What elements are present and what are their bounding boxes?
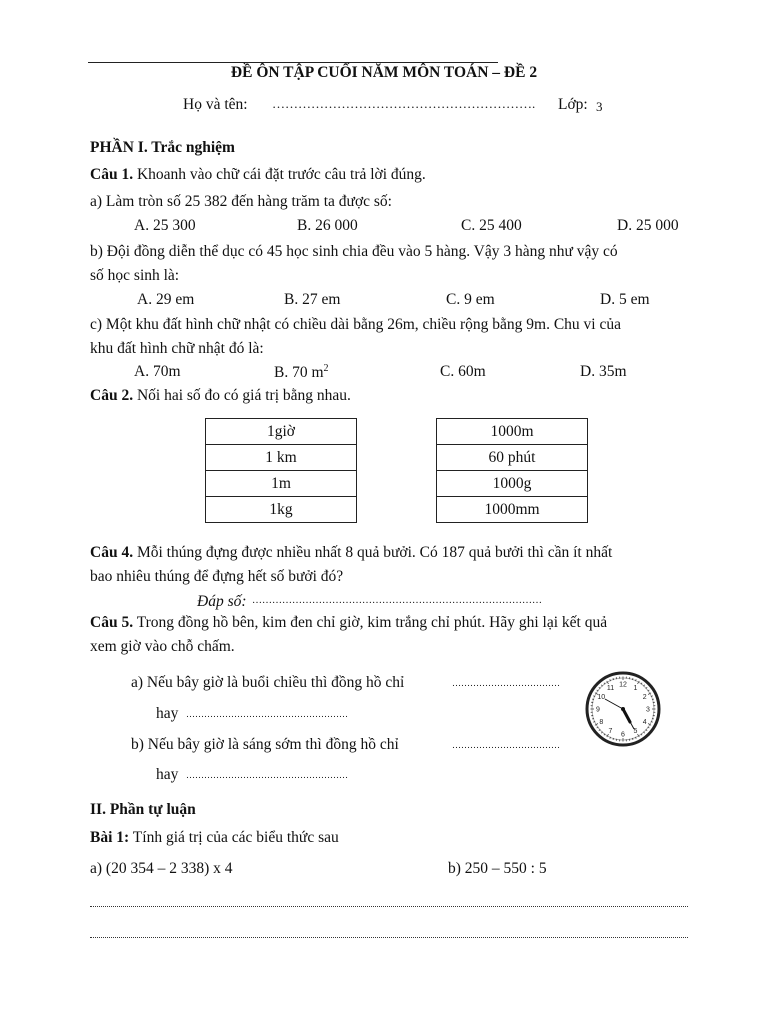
clock-number: 11 [606, 684, 615, 692]
q5b-hay: hay [156, 766, 179, 783]
q1b-text-2: số học sinh là: [90, 267, 180, 284]
q4-label: Câu 4. [90, 544, 134, 561]
q1c-text-2: khu đất hình chữ nhật đó là: [90, 340, 264, 357]
q5a-text: a) Nếu bây giờ là buổi chiều thì đồng hồ chỉ [131, 674, 405, 691]
clock-number: 4 [642, 719, 647, 726]
clock-center [621, 707, 625, 711]
q4-text-1: Mỗi thúng đựng được nhiều nhất 8 quả bưởi. Có 187 quả bưởi thì cần ít nhất [136, 544, 613, 561]
q2-right-table [436, 418, 588, 523]
q2-label: Câu 2. [90, 387, 134, 404]
q1c-option-b[interactable] [274, 363, 329, 382]
top-rule [88, 62, 498, 63]
q5a-hay-blank[interactable]: ……………………………………………… [186, 709, 348, 719]
q4-text-2: bao nhiêu thúng để đựng hết số bưởi đó? [90, 568, 344, 585]
page-title: ĐỀ ÔN TẬP CUỐI NĂM MÔN TOÁN – ĐỀ 2 [230, 64, 538, 81]
q1c-option-b-text: B. 70 m [274, 364, 324, 382]
clock-tick [653, 715, 655, 716]
clock-tick [591, 715, 593, 716]
q1c-option-b-sup: 2 [323, 363, 329, 374]
clock-tick [591, 702, 593, 703]
bai1-line [90, 829, 339, 847]
q1b-option-d[interactable]: D. 5 em [600, 291, 650, 308]
part1-heading: PHẦN I. Trắc nghiệm [90, 139, 235, 156]
q5a-blank[interactable]: ……………………………… [452, 678, 560, 688]
q1-line [90, 166, 426, 184]
clock-number: 10 [597, 694, 606, 701]
q1a-option-b[interactable]: B. 26 000 [297, 217, 358, 234]
q1b-text-1: b) Đội đồng diễn thể dục có 45 học sinh chia đều vào 5 hàng. Vậy 3 hàng như vậy có [90, 243, 618, 260]
clock-number: 8 [599, 719, 604, 726]
class-value: 3 [596, 99, 603, 114]
clock-tick [616, 677, 617, 679]
q1b-option-b[interactable]: B. 27 em [284, 291, 341, 308]
q1-text: Khoanh vào chữ cái đặt trước câu trả lời đúng. [136, 166, 426, 183]
bai1-text: Tính giá trị của các biểu thức sau [132, 829, 339, 846]
q5-text-2: xem giờ vào chỗ chấm. [90, 638, 235, 655]
q1c-option-d[interactable]: D. 35m [580, 363, 627, 380]
clock-tick [629, 677, 630, 679]
clock-number: 2 [642, 694, 647, 701]
q1-label: Câu 1. [90, 166, 134, 183]
q4-answer-blank[interactable]: …………………………………………………………………………… [252, 595, 542, 606]
q5b-text: b) Nếu bây giờ là sáng sớm thì đồng hồ chỉ [131, 736, 399, 753]
q2-right-cell[interactable]: 1000g [437, 471, 588, 497]
q2-left-cell[interactable]: 1m [206, 471, 357, 497]
name-blank[interactable]: ……………………………………………………. [272, 96, 536, 111]
bai1-a: a) (20 354 – 2 338) x 4 [90, 860, 233, 877]
clock-number: 1 [633, 684, 638, 692]
answer-line[interactable] [90, 937, 688, 938]
part2-heading: II. Phần tự luận [90, 801, 196, 818]
q2-left-table [205, 418, 357, 523]
bai1-label: Bài 1: [90, 829, 130, 846]
q5-text-1: Trong đồng hồ bên, kim đen chỉ giờ, kim trắng chỉ phút. Hãy ghi lại kết quả [136, 614, 608, 631]
q1b-option-a[interactable]: A. 29 em [137, 291, 195, 308]
clock-tick [616, 739, 617, 741]
q2-right-cell[interactable]: 60 phút [437, 445, 588, 471]
q5b-blank[interactable]: ……………………………… [452, 740, 560, 750]
q5-line-1 [90, 614, 607, 632]
q2-line [90, 387, 351, 405]
q1a-text: a) Làm tròn số 25 382 đến hàng trăm ta được số: [90, 193, 392, 210]
q2-text: Nối hai số đo có giá trị bằng nhau. [136, 387, 351, 404]
q2-right-cell[interactable]: 1000mm [437, 497, 588, 523]
clock-number: 9 [596, 706, 600, 714]
clock-number: 5 [633, 728, 638, 736]
q4-answer-label: Đáp số: [197, 593, 247, 610]
bai1-b: b) 250 – 550 : 5 [448, 860, 547, 877]
clock-tick [653, 702, 655, 703]
q2-left-cell[interactable]: 1 km [206, 445, 357, 471]
clock-number: 7 [608, 728, 613, 736]
answer-line[interactable] [90, 906, 688, 907]
q4-line-1 [90, 544, 612, 562]
clock-tick [629, 739, 630, 741]
q2-left-cell[interactable]: 1kg [206, 497, 357, 523]
q1a-option-c[interactable]: C. 25 400 [461, 217, 522, 234]
q5b-hay-blank[interactable]: ……………………………………………… [186, 770, 348, 780]
q1c-text-1: c) Một khu đất hình chữ nhật có chiều dài bằng 26m, chiều rộng bằng 9m. Chu vi của [90, 316, 621, 333]
clock-number: 6 [621, 731, 625, 739]
q2-left-cell[interactable]: 1giờ [206, 419, 357, 445]
q1a-option-d[interactable]: D. 25 000 [617, 217, 679, 234]
q1c-option-c[interactable]: C. 60m [440, 363, 486, 380]
clock-figure [584, 668, 662, 750]
clock-number: 3 [646, 706, 650, 714]
class-label: Lớp: [558, 96, 588, 113]
q1a-option-a[interactable]: A. 25 300 [134, 217, 196, 234]
name-label: Họ và tên: [183, 96, 248, 113]
q5-label: Câu 5. [90, 614, 134, 631]
clock-number: 12 [619, 681, 627, 689]
q5a-hay: hay [156, 705, 179, 722]
q1c-option-a[interactable]: A. 70m [134, 363, 181, 380]
q2-right-cell[interactable]: 1000m [437, 419, 588, 445]
q1b-option-c[interactable]: C. 9 em [446, 291, 495, 308]
